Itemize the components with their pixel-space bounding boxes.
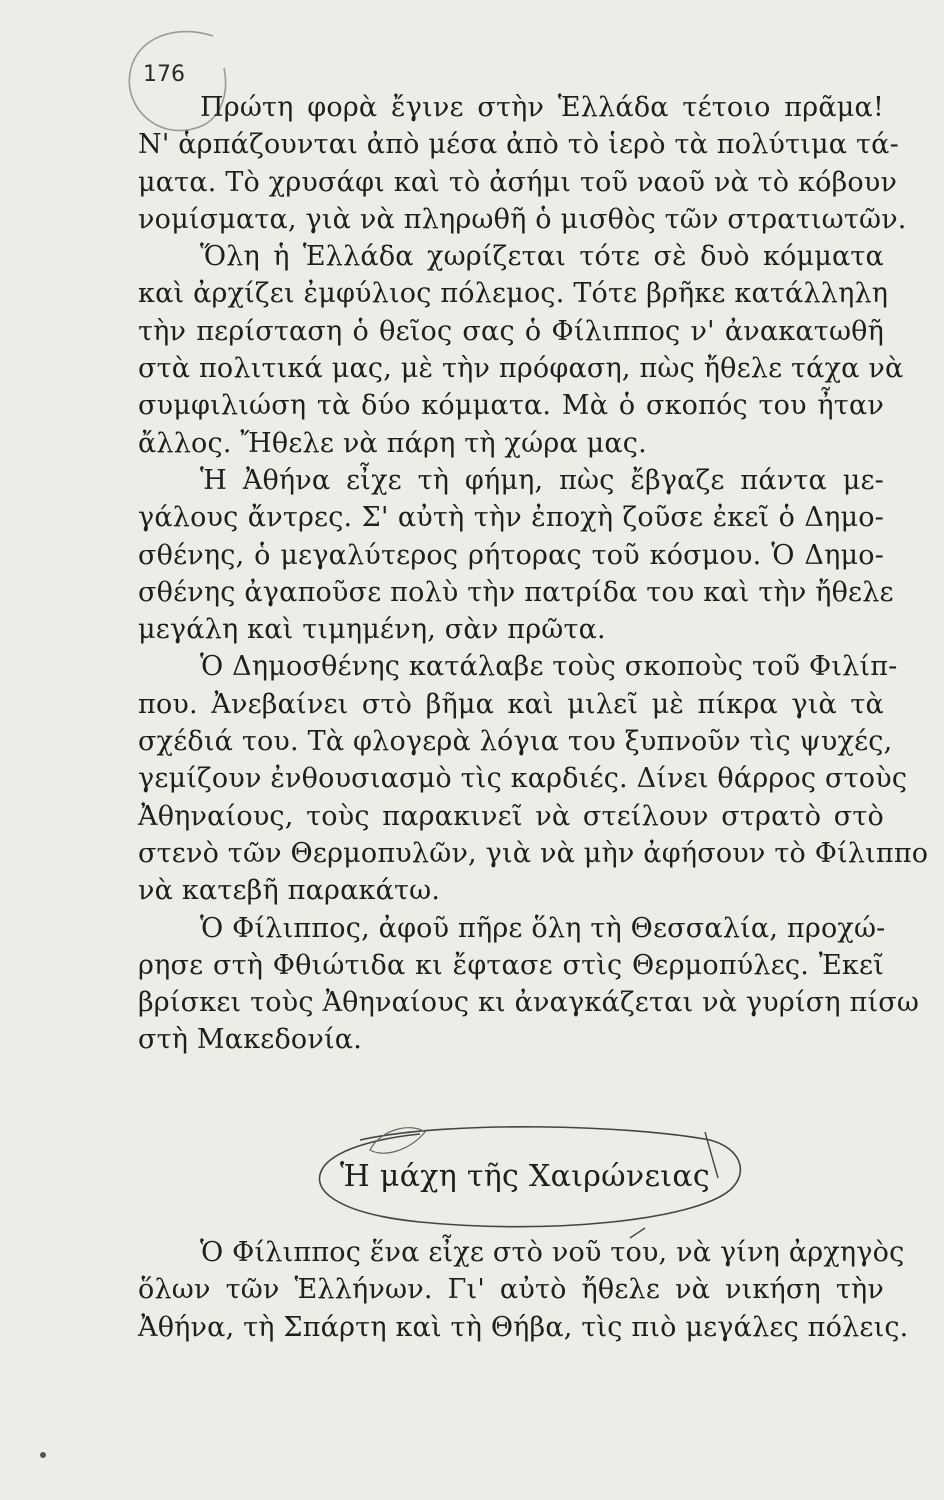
section-heading: Ἡ μάχη τῆς Χαιρώνειας — [340, 1159, 711, 1194]
text-line: Ὁ Δημοσθένης κατάλαβε τοὺς σκοποὺς τοῦ Φιλίπ- — [200, 651, 898, 683]
text-line: στὰ πολιτικά μας, μὲ τὴν πρόφαση, πὼς ἤθελε τάχα νὰ — [138, 353, 904, 385]
text-line: τὴν περίσταση ὁ θεῖος σας ὁ Φίλιππος ν' ἀνακατωθῆ — [138, 315, 884, 347]
ink-speck — [40, 1452, 46, 1458]
text-line: Ὁ Φίλιππος ἕνα εἶχε στὸ νοῦ του, νὰ γίνη ἀρχηγὸς — [200, 1237, 905, 1268]
text-line: ματα. Τὸ χρυσάφι καὶ τὸ ἀσήμι τοῦ ναοῦ νὰ τὸ κόβουν — [138, 166, 898, 198]
paragraph-2 — [138, 238, 904, 462]
text-line: Πρώτη φορὰ ἔγινε στὴν Ἑλλάδα τέτοιο πρᾶμα! — [200, 92, 884, 123]
text-line: Ἡ Ἀθήνα εἶχε τὴ φήμη, πὼς ἔβγαζε πάντα με- — [200, 464, 884, 496]
text-line: στὴ Μακεδονία. — [138, 1024, 362, 1056]
page-number: 176 — [143, 62, 185, 87]
paragraph-4 — [138, 648, 929, 909]
text-line: μεγάλη καὶ τιμημένη, σὰν πρῶτα. — [138, 614, 606, 646]
paragraph-6 — [138, 1234, 909, 1346]
paragraph-1 — [138, 89, 907, 238]
paragraph-5 — [138, 910, 920, 1059]
text-line: σθένης ἀγαποῦσε πολὺ τὴν πατρίδα του καὶ τὴν ἤθελε — [138, 576, 894, 608]
text-line: συμφιλιώση τὰ δύο κόμματα. Μὰ ὁ σκοπός του ἦταν — [138, 390, 884, 422]
text-line: Ὅλη ἡ Ἑλλάδα χωρίζεται τότε σὲ δυὸ κόμματα — [200, 241, 884, 273]
text-line: Ὁ Φίλιππος, ἀφοῦ πῆρε ὅλη τὴ Θεσσαλία, προχώ- — [200, 912, 886, 944]
text-line: Ἀθηναίους, τοὺς παρακινεῖ νὰ στείλουν στρατὸ στὸ — [138, 800, 884, 832]
main-text — [138, 89, 929, 1059]
text-line: σθένης, ὁ μεγαλύτερος ρήτορας τοῦ κόσμου. Ὁ Δημο- — [138, 539, 884, 571]
text-line: στενὸ τῶν Θερμοπυλῶν, γιὰ νὰ μὴν ἀφήσουν τὸ Φίλιππο — [138, 837, 929, 869]
text-line: νομίσματα, γιὰ νὰ πληρωθῆ ὁ μισθὸς τῶν στρατιωτῶν. — [138, 203, 907, 235]
text-line: νὰ κατεβῆ παρακάτω. — [138, 875, 441, 907]
text-line: ρησε στὴ Φθιώτιδα κι ἔφτασε στὶς Θερμοπύλες. Ἐκεῖ — [138, 949, 884, 981]
text-line: γεμίζουν ἐνθουσιασμὸ τὶς καρδιές. Δίνει θάρρος στοὺς — [138, 763, 908, 795]
text-line: σχέδιά του. Τὰ φλογερὰ λόγια του ξυπνοῦν τὶς ψυχές, — [138, 726, 893, 758]
text-line: ἄλλος. Ἤθελε νὰ πάρη τὴ χώρα μας. — [138, 427, 647, 459]
text-line: καὶ ἀρχίζει ἐμφύλιος πόλεμος. Τότε βρῆκε κατάλληλη — [138, 278, 889, 310]
text-line: βρίσκει τοὺς Ἀθηναίους κι ἀναγκάζεται νὰ γυρίση πίσω — [138, 987, 920, 1019]
text-line: Ν' ἁρπάζουνται ἀπὸ μέσα ἀπὸ τὸ ἱερὸ τὰ πολύτιμα τά- — [138, 129, 899, 161]
text-line: που. Ἀνεβαίνει στὸ βῆμα καὶ μιλεῖ μὲ πίκρα γιὰ τὰ — [138, 688, 884, 720]
section-text — [138, 1234, 909, 1346]
text-line: γάλους ἄντρες. Σ' αὐτὴ τὴν ἐποχὴ ζοῦσε ἐκεῖ ὁ Δημο- — [138, 502, 884, 534]
text-line: Ἀθήνα, τὴ Σπάρτη καὶ τὴ Θήβα, τὶς πιὸ μεγάλες πόλεις. — [138, 1311, 909, 1343]
paragraph-3 — [138, 462, 894, 648]
text-line: ὅλων τῶν Ἑλλήνων. Γι' αὐτὸ ἤθελε νὰ νικήση τὴν — [138, 1274, 884, 1306]
